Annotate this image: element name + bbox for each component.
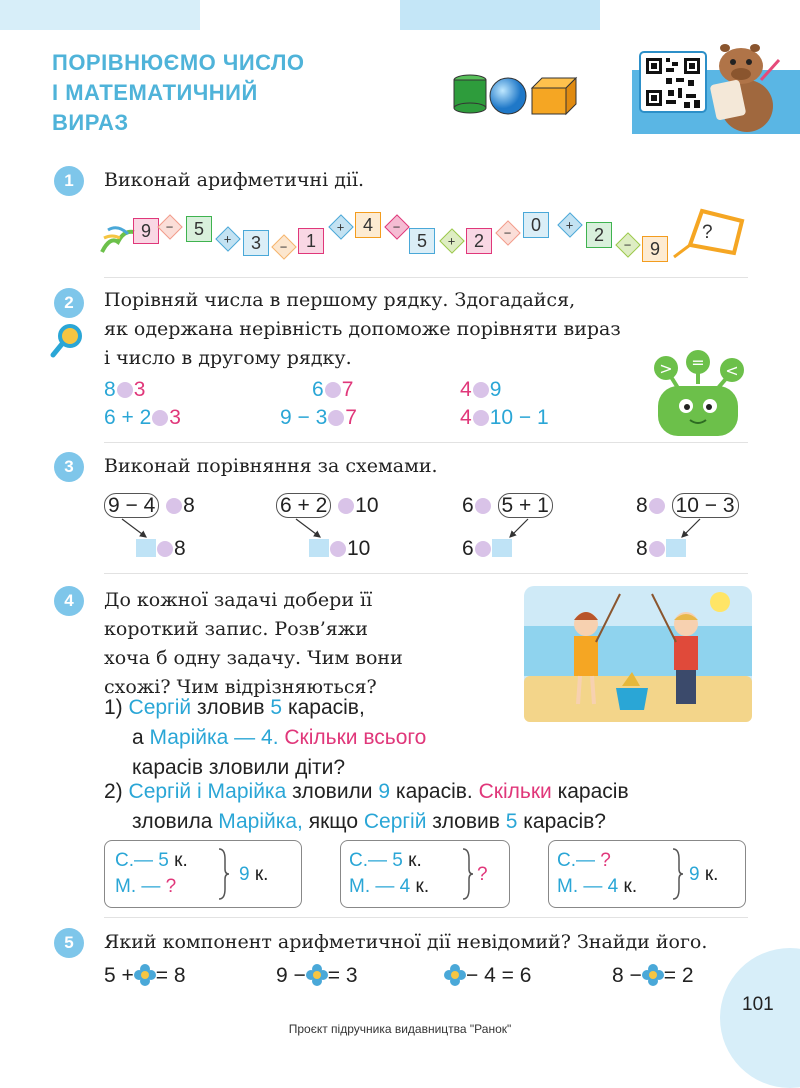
expression: 8 − = 2 — [612, 964, 694, 987]
scheme-row: 6 5 + 1 — [462, 494, 553, 518]
scheme-row: 6 + 2 10 — [276, 494, 379, 518]
shapes-illustration — [450, 70, 580, 118]
flower-icon[interactable] — [642, 964, 664, 986]
expression: − 4 = 6 — [444, 964, 531, 988]
answer-box[interactable] — [309, 539, 329, 557]
chain-number-box: 9 — [133, 218, 159, 244]
compare-circle[interactable] — [475, 498, 491, 514]
scheme-row: 8 10 − 3 — [636, 494, 739, 518]
chain-operator: − — [271, 234, 296, 259]
flower-icon[interactable] — [134, 964, 156, 986]
chain-operator: − — [615, 232, 640, 257]
scheme-row: 9 − 4 8 — [104, 494, 195, 518]
capybara-illustration — [705, 36, 785, 136]
compare-circle[interactable] — [166, 498, 182, 514]
kite-result: ? — [702, 222, 713, 243]
task-text: Який компонент арифметичної дії невідомий? Знайди його. — [104, 931, 708, 953]
task-number: 5 — [54, 928, 84, 958]
fishing-children-illustration — [524, 586, 752, 722]
header-strip — [400, 0, 600, 30]
task-text: Виконай арифметичні дії. — [104, 169, 365, 191]
scheme-row: 8 — [136, 537, 186, 561]
page-corner — [720, 948, 800, 1088]
scheme-row: 8 — [636, 537, 686, 561]
compare-circle[interactable] — [338, 498, 354, 514]
magnifier-icon — [50, 322, 86, 360]
compare-circle[interactable] — [473, 410, 489, 426]
compare-circle[interactable] — [330, 541, 346, 557]
chain-operator: + — [328, 214, 353, 239]
compare-circle[interactable] — [649, 498, 665, 514]
task-number: 3 — [54, 452, 84, 482]
chain-operator: + — [557, 212, 582, 237]
task-text: Виконай порівняння за схемами. — [104, 455, 438, 477]
answer-box[interactable] — [492, 539, 512, 557]
chain-operator: − — [495, 220, 520, 245]
chain-operator: − — [384, 214, 409, 239]
short-note-card[interactable]: С.— 5 к. М. — ? 9 к. — [104, 840, 302, 908]
chain-operator: + — [439, 228, 464, 253]
compare-circle[interactable] — [475, 541, 491, 557]
task-text: Порівняй числа в першому рядку. Здогадайся, як одержана нерівність допоможе порівняти вираз і число в другому рядку. — [104, 289, 621, 369]
divider — [104, 442, 748, 443]
qr-code-icon[interactable] — [638, 50, 708, 114]
answer-box[interactable] — [666, 539, 686, 557]
compare-circle[interactable] — [649, 541, 665, 557]
chain-number-box: 1 — [298, 228, 324, 254]
short-note-card[interactable]: С.— ? М. — 4 к. 9 к. — [548, 840, 746, 908]
expression: 9 − = 3 — [276, 964, 358, 987]
brace-icon — [461, 847, 475, 901]
chain-number-box: 2 — [586, 222, 612, 248]
chain-number-box: 3 — [243, 230, 269, 256]
compare-circle[interactable] — [152, 410, 168, 426]
problem-2: 2) Сергій і Марійка зловили 9 карасів. Скільки карасів зловила Марійка, якщо Сергій зловив 5 карасів? — [104, 780, 629, 833]
chain-operator: − — [157, 214, 182, 239]
monster-sign: > — [659, 359, 673, 378]
divider — [104, 573, 748, 574]
chain-number-box: 2 — [466, 228, 492, 254]
compare-pair: 4 10 − 1 — [460, 406, 549, 429]
compare-circle[interactable] — [117, 382, 133, 398]
compare-circle[interactable] — [328, 410, 344, 426]
brace-icon — [217, 847, 231, 901]
chain-operator: + — [215, 226, 240, 251]
monster-illustration — [648, 348, 748, 438]
compare-pair: 6 + 2 3 — [104, 406, 181, 429]
compare-pair: 9 − 3 7 — [280, 406, 357, 429]
compare-circle[interactable] — [473, 382, 489, 398]
footer-credit: Проєкт підручника видавництва "Ранок" — [288, 1022, 512, 1036]
answer-box[interactable] — [136, 539, 156, 557]
flower-icon[interactable] — [444, 964, 466, 986]
problem-1: 1) Сергій зловив 5 карасів, а Марійка — 4. Скільки всього карасів зловили діти? — [104, 696, 427, 779]
compare-pair: 6 7 — [312, 378, 354, 401]
chain-number-box: 4 — [355, 212, 381, 238]
task-number: 1 — [54, 166, 84, 196]
brace-icon — [671, 847, 685, 901]
compare-pair: 8 3 — [104, 378, 146, 401]
header-strip — [600, 0, 800, 30]
scheme-row: 10 — [309, 537, 370, 561]
kite-tail-icon — [98, 212, 138, 258]
chain-number-box: 5 — [409, 228, 435, 254]
chain-number-box: 0 — [523, 212, 549, 238]
task-number: 2 — [54, 288, 84, 318]
expression: 5 + = 8 — [104, 964, 186, 987]
short-note-card[interactable]: С.— 5 к. М. — 4 к. ? — [340, 840, 510, 908]
page-number: 101 — [742, 994, 774, 1015]
monster-sign: < — [725, 361, 739, 380]
header-strip — [0, 0, 200, 30]
divider — [104, 277, 748, 278]
compare-pair: 4 9 — [460, 378, 502, 401]
chain-number-box: 5 — [186, 216, 212, 242]
page-title: ПОРІВНЮЄМО ЧИСЛО І МАТЕМАТИЧНИЙ ВИРАЗ — [52, 50, 305, 135]
monster-sign: = — [691, 353, 705, 372]
compare-circle[interactable] — [157, 541, 173, 557]
scheme-row: 6 — [462, 537, 512, 561]
task-number: 4 — [54, 586, 84, 616]
header-strip — [200, 0, 400, 30]
chain-number-box: 9 — [642, 236, 668, 262]
compare-circle[interactable] — [325, 382, 341, 398]
divider — [104, 917, 748, 918]
flower-icon[interactable] — [306, 964, 328, 986]
task-text: До кожної задачі добери її короткий запис. Розв’яжи хоча б одну задачу. Чим вони схожі? Чим відрізняються? — [104, 589, 403, 698]
